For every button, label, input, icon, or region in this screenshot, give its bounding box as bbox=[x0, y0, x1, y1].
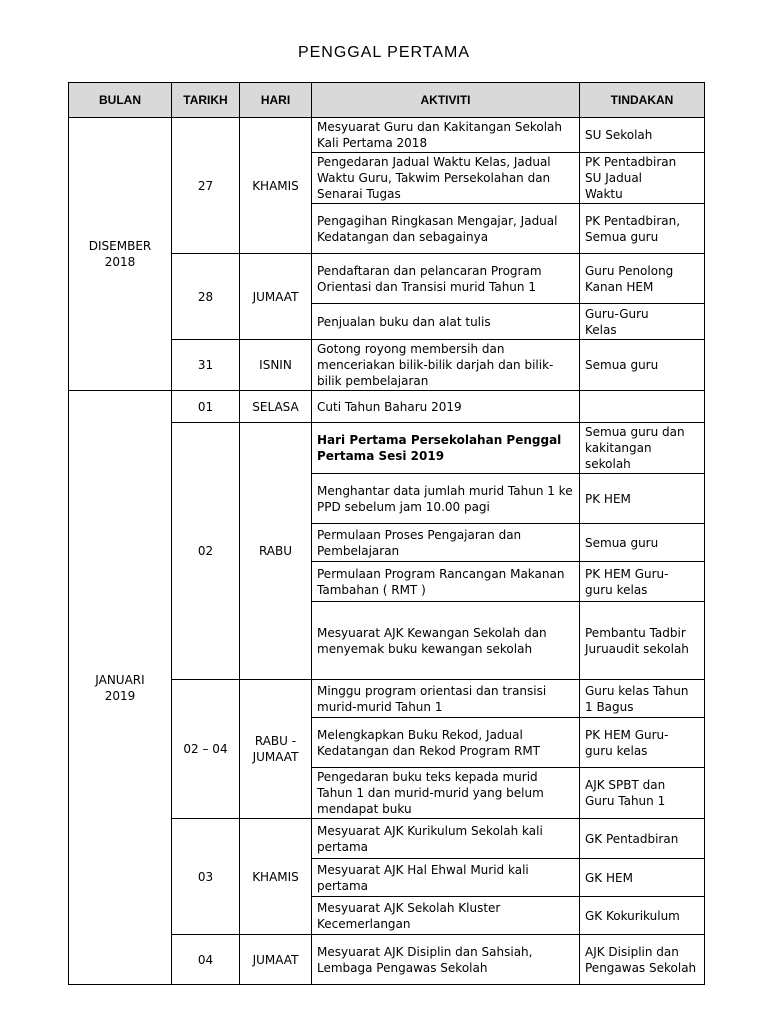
action-cell: GK Kokurikulum bbox=[580, 897, 705, 935]
action-text: Guru-Guru Kelas bbox=[585, 306, 649, 337]
day-cell: JUMAAT bbox=[240, 254, 312, 340]
table-row bbox=[69, 118, 705, 153]
date-cell: 04 bbox=[172, 935, 240, 985]
month-cell bbox=[69, 391, 172, 985]
activity-cell: Minggu program orientasi dan transisi murid-murid Tahun 1 bbox=[312, 680, 580, 718]
day-cell: RABU bbox=[240, 423, 312, 680]
action-text: PK Pentadbiran SU Jadual Waktu bbox=[585, 155, 677, 201]
day-cell: ISNIN bbox=[240, 340, 312, 391]
action-text: AJK SPBT dan Guru Tahun 1 bbox=[585, 778, 666, 808]
action-cell bbox=[580, 562, 705, 602]
action-text: PK Pentadbiran, Semua guru bbox=[585, 213, 681, 244]
action-text: PK HEM Guru-guru kelas bbox=[585, 727, 669, 758]
date-cell: 02 bbox=[172, 423, 240, 680]
date-cell: 03 bbox=[172, 819, 240, 935]
day-cell: KHAMIS bbox=[240, 819, 312, 935]
action-cell bbox=[580, 768, 705, 819]
activity-cell: Pengedaran Jadual Waktu Kelas, Jadual Waktu Guru, Takwim Persekolahan dan Senarai Tugas bbox=[312, 153, 580, 204]
activity-cell: Pengagihan Ringkasan Mengajar, Jadual Kedatangan dan sebagainya bbox=[312, 204, 580, 254]
header-aktiviti: AKTIVITI bbox=[312, 83, 580, 118]
action-cell bbox=[580, 153, 705, 204]
action-cell bbox=[580, 204, 705, 254]
action-cell: GK Pentadbiran bbox=[580, 819, 705, 859]
activity-cell: Pendaftaran dan pelancaran Program Orientasi dan Transisi murid Tahun 1 bbox=[312, 254, 580, 304]
action-cell: Semua guru bbox=[580, 340, 705, 391]
activity-cell: Mesyuarat AJK Hal Ehwal Murid kali pertama bbox=[312, 859, 580, 897]
activity-cell: Hari Pertama Persekolahan Penggal Pertama Sesi 2019 bbox=[312, 423, 580, 474]
month-cell bbox=[69, 118, 172, 391]
day-cell bbox=[240, 680, 312, 819]
action-cell bbox=[580, 423, 705, 474]
day-label: RABU - JUMAAT bbox=[252, 734, 299, 764]
date-cell: 27 bbox=[172, 118, 240, 254]
month-label: DISEMBER 2018 bbox=[88, 239, 152, 269]
action-text: Guru Penolong Kanan HEM bbox=[585, 263, 674, 294]
header-tindakan: TINDAKAN bbox=[580, 83, 705, 118]
activity-cell: Mesyuarat Guru dan Kakitangan Sekolah Kali Pertama 2018 bbox=[312, 118, 580, 153]
day-cell: JUMAAT bbox=[240, 935, 312, 985]
table-row bbox=[69, 391, 705, 423]
action-cell bbox=[580, 391, 705, 423]
date-cell: 02 – 04 bbox=[172, 680, 240, 819]
action-text: AJK Disiplin dan Pengawas Sekolah bbox=[585, 944, 697, 975]
action-cell bbox=[580, 602, 705, 680]
page-title: PENGGAL PERTAMA bbox=[297, 44, 471, 61]
action-text: Semua guru dan kakitangan sekolah bbox=[585, 425, 685, 471]
activity-cell: Cuti Tahun Baharu 2019 bbox=[312, 391, 580, 423]
action-cell: Semua guru bbox=[580, 524, 705, 562]
activity-cell: Mesyuarat AJK Kewangan Sekolah dan menyemak buku kewangan sekolah bbox=[312, 602, 580, 680]
activity-cell: Permulaan Proses Pengajaran dan Pembelajaran bbox=[312, 524, 580, 562]
action-text: Pembantu Tadbir Juruaudit sekolah bbox=[585, 625, 689, 656]
date-cell: 28 bbox=[172, 254, 240, 340]
action-cell: GK HEM bbox=[580, 859, 705, 897]
action-cell bbox=[580, 718, 705, 768]
action-cell bbox=[580, 254, 705, 304]
month-label: JANUARI 2019 bbox=[95, 672, 145, 703]
activity-cell: Mesyuarat AJK Sekolah Kluster Kecemerlangan bbox=[312, 897, 580, 935]
day-cell: KHAMIS bbox=[240, 118, 312, 254]
activity-cell: Permulaan Program Rancangan Makanan Tambahan ( RMT ) bbox=[312, 562, 580, 602]
date-cell: 31 bbox=[172, 340, 240, 391]
activity-cell: Melengkapkan Buku Rekod, Jadual Kedatangan dan Rekod Program RMT bbox=[312, 718, 580, 768]
action-text: PK HEM Guru-guru kelas bbox=[585, 566, 669, 597]
header-bulan: BULAN bbox=[69, 83, 172, 118]
header-row bbox=[69, 83, 705, 118]
action-text: Guru kelas Tahun 1 Bagus bbox=[585, 683, 689, 714]
activity-cell: Pengedaran buku teks kepada murid Tahun 1 dan murid-murid yang belum mendapat buku bbox=[312, 768, 580, 819]
schedule-table bbox=[68, 82, 705, 985]
action-cell bbox=[580, 680, 705, 718]
action-cell bbox=[580, 304, 705, 340]
activity-cell: Mesyuarat AJK Disiplin dan Sahsiah, Lembaga Pengawas Sekolah bbox=[312, 935, 580, 985]
action-cell bbox=[580, 935, 705, 985]
day-cell: SELASA bbox=[240, 391, 312, 423]
activity-cell: Gotong royong membersih dan menceriakan bilik-bilik darjah dan bilik-bilik pembelajaran bbox=[312, 340, 580, 391]
action-cell: PK HEM bbox=[580, 474, 705, 524]
activity-cell: Mesyuarat AJK Kurikulum Sekolah kali pertama bbox=[312, 819, 580, 859]
date-cell: 01 bbox=[172, 391, 240, 423]
activity-cell: Menghantar data jumlah murid Tahun 1 ke PPD sebelum jam 10.00 pagi bbox=[312, 474, 580, 524]
header-tarikh: TARIKH bbox=[172, 83, 240, 118]
action-cell: SU Sekolah bbox=[580, 118, 705, 153]
activity-cell: Penjualan buku dan alat tulis bbox=[312, 304, 580, 340]
header-hari: HARI bbox=[240, 83, 312, 118]
